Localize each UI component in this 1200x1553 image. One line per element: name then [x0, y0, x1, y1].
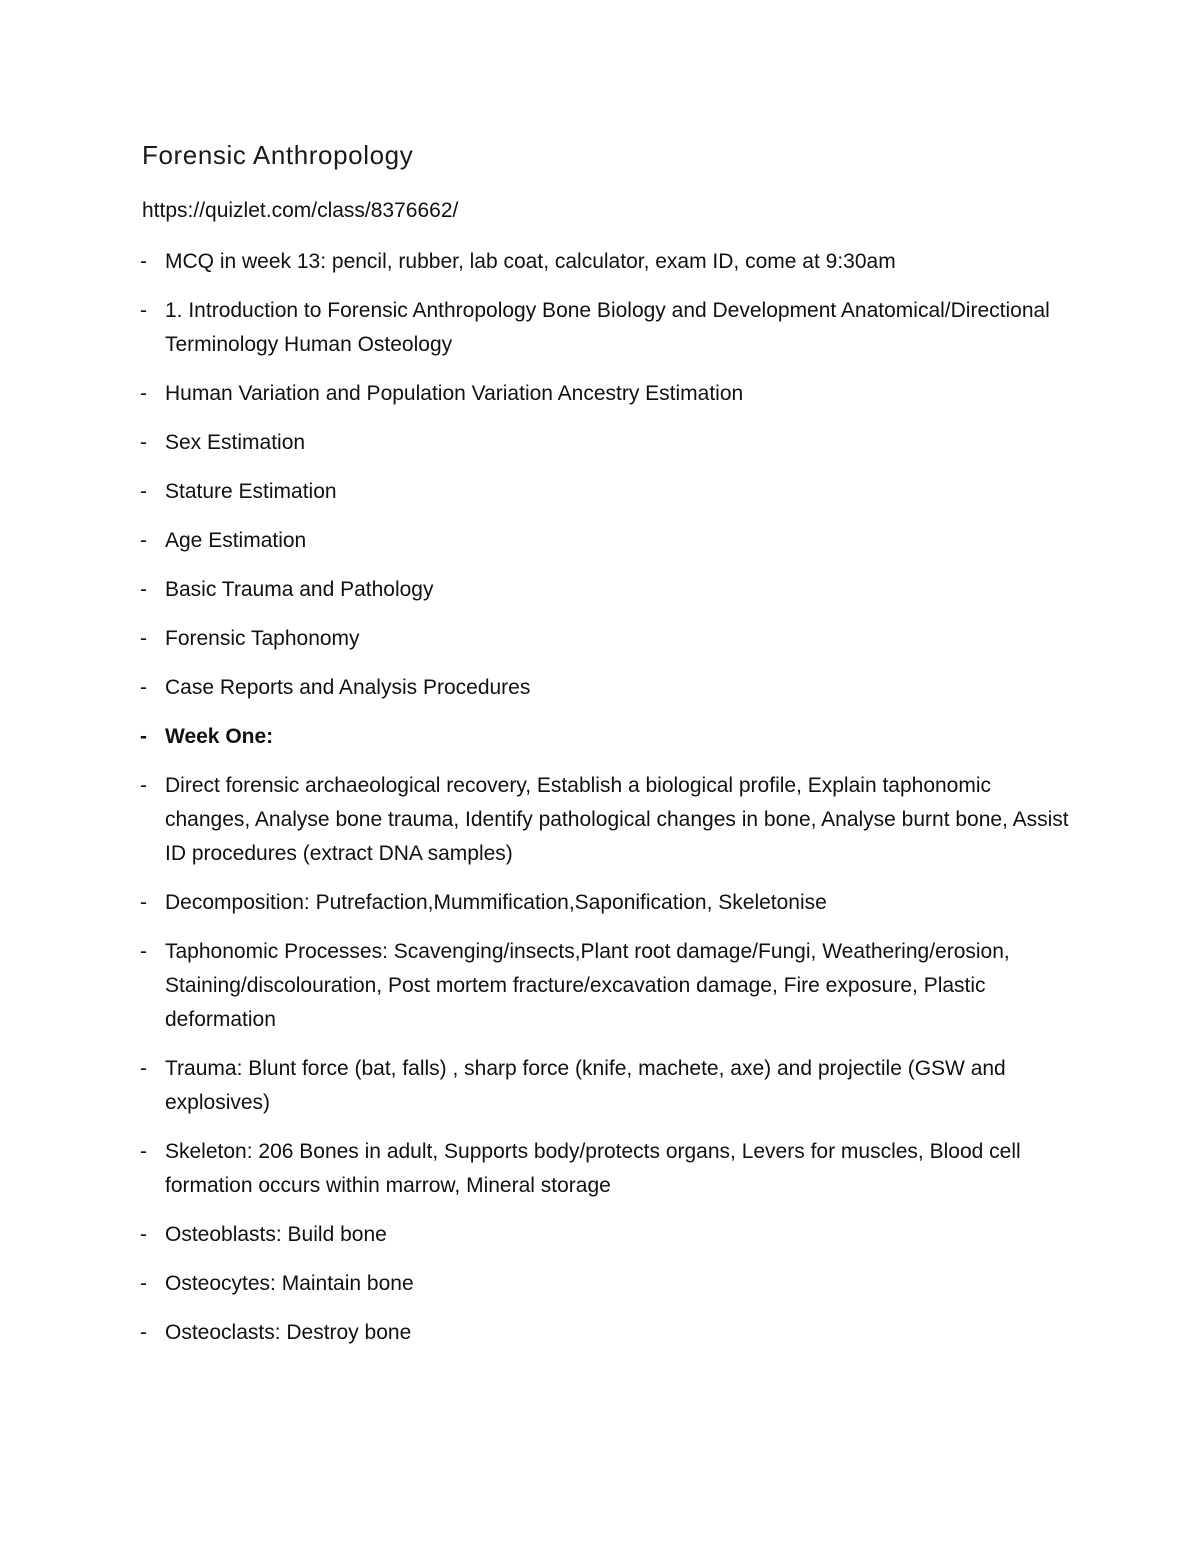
- bullet-dash: -: [140, 1057, 147, 1080]
- list-item: [140, 1218, 1070, 1252]
- list-item: [140, 475, 1070, 509]
- bullet-dash: -: [140, 676, 147, 699]
- list-item-text: Stature Estimation: [165, 480, 337, 503]
- quizlet-link[interactable]: https://quizlet.com/class/8376662/: [142, 199, 459, 222]
- list-item-text: MCQ in week 13: pencil, rubber, lab coat, calculator, exam ID, come at 9:30am: [165, 250, 896, 273]
- list-item-text: Skeleton: 206 Bones in adult, Supports body/protects organs, Levers for muscles, Blood cell formation occurs within marrow, Mineral storage: [165, 1140, 1021, 1197]
- bullet-dash: -: [140, 1140, 147, 1163]
- bullet-dash: -: [140, 1321, 147, 1344]
- list-item-text: Osteoclasts: Destroy bone: [165, 1321, 412, 1344]
- section-heading-item: [140, 720, 1070, 754]
- list-item-text: Decomposition: Putrefaction,Mummification,Saponification, Skeletonise: [165, 891, 827, 914]
- list-item: [140, 671, 1070, 705]
- bullet-dash: -: [140, 725, 147, 748]
- list-item: [140, 1267, 1070, 1301]
- bullet-dash: -: [140, 627, 147, 650]
- list-item: [140, 294, 1070, 362]
- bullet-dash: -: [140, 1272, 147, 1295]
- document-title: Forensic Anthropology: [142, 140, 414, 170]
- bullet-dash: -: [140, 1223, 147, 1246]
- bullet-dash: -: [140, 431, 147, 454]
- list-item-text: Osteocytes: Maintain bone: [165, 1272, 414, 1295]
- list-item-text: Basic Trauma and Pathology: [165, 578, 434, 601]
- bullet-dash: -: [140, 578, 147, 601]
- list-item-text: Sex Estimation: [165, 431, 306, 454]
- list-item: [140, 1052, 1070, 1120]
- bullet-dash: -: [140, 774, 147, 797]
- list-item: [140, 769, 1070, 871]
- list-item: [140, 935, 1070, 1037]
- list-item: [140, 1316, 1070, 1350]
- list-item-text: Trauma: Blunt force (bat, falls) , sharp force (knife, machete, axe) and projectile (GSW and explosives): [165, 1057, 1006, 1114]
- list-item: [140, 622, 1070, 656]
- list-item-text: Forensic Taphonomy: [165, 627, 360, 650]
- list-item-text: Age Estimation: [165, 529, 307, 552]
- bullet-dash: -: [140, 480, 147, 503]
- section-heading-text: Week One:: [165, 725, 274, 748]
- list-item: [140, 245, 1070, 279]
- list-item: [140, 426, 1070, 460]
- bullet-dash: -: [140, 529, 147, 552]
- list-item-text: Taphonomic Processes: Scavenging/insects,Plant root damage/Fungi, Weathering/erosion, Staining/discolouration, Post mortem fracture/excavation damage, Fire exposure, Plastic deformation: [165, 940, 1010, 1031]
- list-item: [140, 886, 1070, 920]
- list-item-text: Direct forensic archaeological recovery, Establish a biological profile, Explain taphonomic changes, Analyse bone trauma, Identify pathological changes in bone, Analyse burnt bone, Assist ID procedures (extract DNA samples): [165, 774, 1069, 865]
- list-item: [140, 573, 1070, 607]
- bullet-dash: -: [140, 891, 147, 914]
- list-item: [140, 1135, 1070, 1203]
- list-item-text: Human Variation and Population Variation Ancestry Estimation: [165, 382, 744, 405]
- list-item-text: 1. Introduction to Forensic Anthropology Bone Biology and Development Anatomical/Directional Terminology Human Osteology: [165, 299, 1050, 356]
- bullet-dash: -: [140, 250, 147, 273]
- bullet-dash: -: [140, 299, 147, 322]
- bullet-dash: -: [140, 940, 147, 963]
- list-item: [140, 377, 1070, 411]
- list-item: [140, 524, 1070, 558]
- bullet-dash: -: [140, 382, 147, 405]
- bullet-list: [140, 245, 1070, 1365]
- list-item-text: Case Reports and Analysis Procedures: [165, 676, 531, 699]
- list-item-text: Osteoblasts: Build bone: [165, 1223, 387, 1246]
